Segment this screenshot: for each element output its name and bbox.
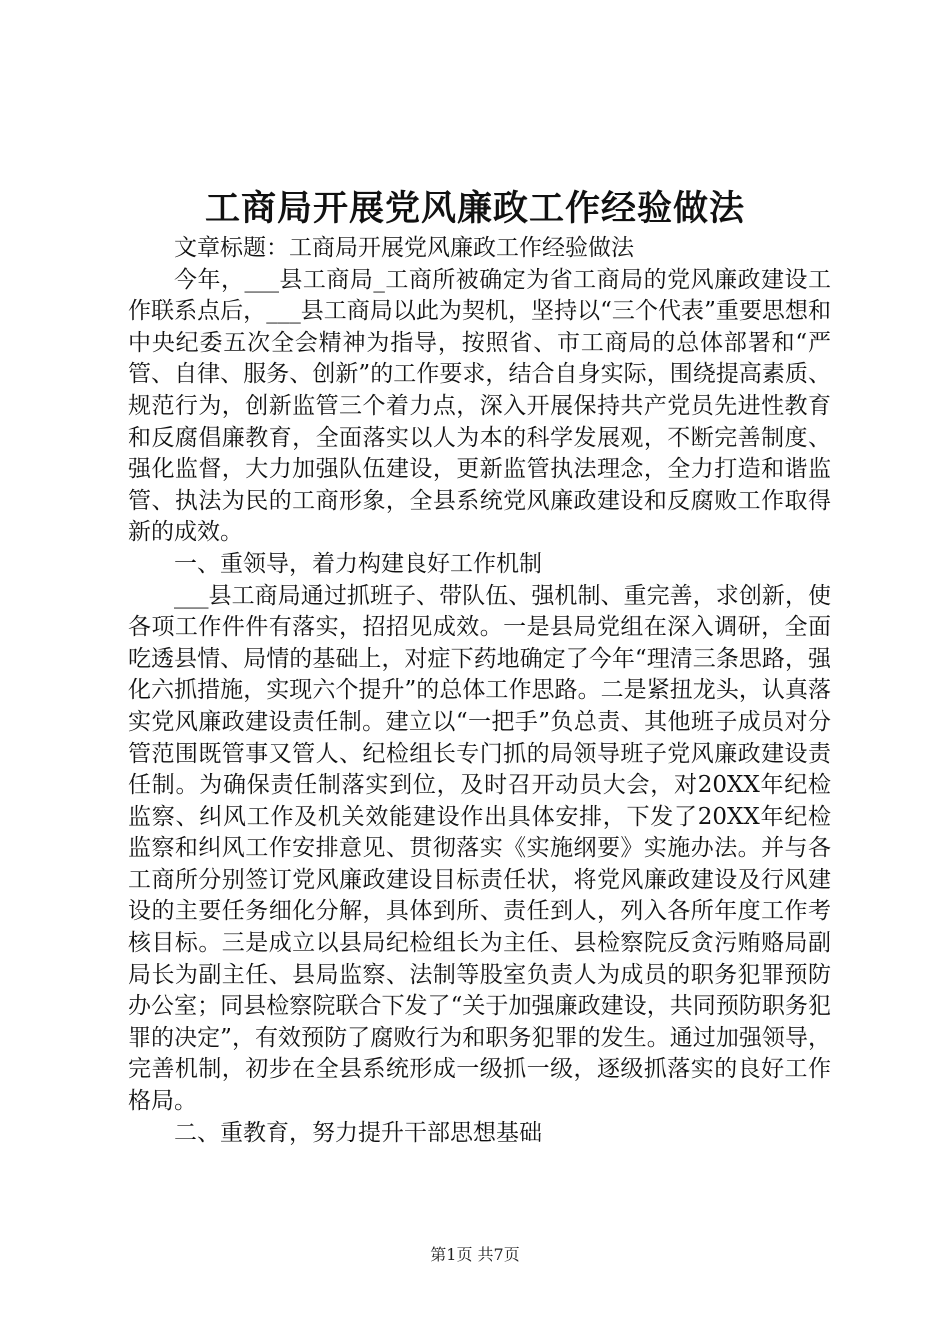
section-heading-2: 二、重教育，努力提升干部思想基础	[174, 1119, 542, 1146]
section-1-paragraph: ___县工商局通过抓班子、带队伍、强机制、重完善，求创新，使各项工作件件有落实，招招见成效。一是县局党组在深入调研，全面吃透县情、局情的基础上，对症下药地确定了今年“理清三条思路，强化六抓措施，实现六个提升”的总体工作思路。二是紧扭龙头，认真落实党风廉政建设责任制。建立以“一把手”负总责、其他班子成员对分管范围既管事又管人、纪检组长专门抓的局领导班子党风廉政建设责任制。为确保责任制落实到位，及时召开动员大会，对20XX年纪检监察、纠风工作及机关效能建设作出具体安排，下发了20XX年纪检监察和纠风工作安排意见、贯彻落实《实施纲要》实施办法。并与各工商所分别签订党风廉政建设目标责任状，将党风廉政建设及行风建设的主要任务细化分解，具体到所、责任到人，列入各所年度工作考核目标。三是成立以县局纪检组长为主任、县检察院反贪污贿赂局副局长为副主任、县局监察、法制等股室负责人为成员的职务犯罪预防办公室；同县检察院联合下发了“关于加强廉政建设，共同预防职务犯罪的决定”，有效预防了腐败行为和职务犯罪的发生。通过加强领导，完善机制，初步在全县系统形成一级抓一级，逐级抓落实的良好工作格局。	[128, 582, 831, 1115]
document-body	[128, 233, 831, 1149]
section-heading-1: 一、重领导，着力构建良好工作机制	[174, 550, 542, 577]
page-number-footer: 第1页 共7页	[430, 1245, 520, 1264]
document-title: 工商局开展党风廉政工作经验做法	[204, 189, 745, 229]
intro-paragraph: 今年，___县工商局_工商所被确定为省工商局的党风廉政建设工作联系点后，___县工商局以此为契机，坚持以“三个代表”重要思想和中央纪委五次全会精神为指导，按照省、市工商局的总体部署和“严管、自律、服务、创新”的工作要求，结合自身实际，围绕提高素质、规范行为，创新监管三个着力点，深入开展保持共产党员先进性教育和反腐倡廉教育，全面落实以人为本的科学发展观，不断完善制度、强化监督，大力加强队伍建设，更新监管执法理念，全力打造和谐监管、执法为民的工商形象，全县系统党风廉政建设和反腐败工作取得新的成效。	[128, 266, 831, 546]
article-title-line: 文章标题：工商局开展党风廉政工作经验做法	[174, 235, 634, 261]
